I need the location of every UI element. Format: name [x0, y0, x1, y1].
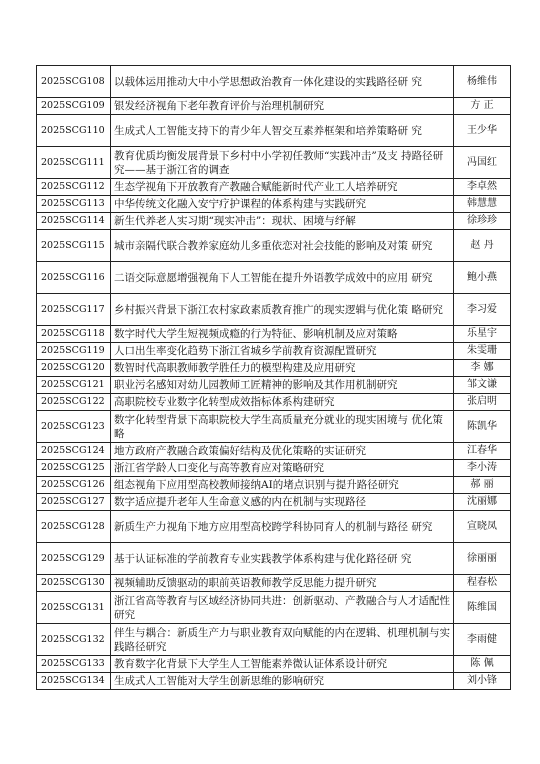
- project-leader: 陈维国: [454, 592, 511, 624]
- table-row: [37, 66, 511, 98]
- table-row: [37, 179, 511, 196]
- project-code: 2025SCG134: [37, 673, 111, 690]
- project-title: 城市亲隔代联合教养家庭幼儿多重依恋对社会技能的影响及对策 研究: [111, 230, 454, 262]
- project-code: 2025SCG129: [37, 543, 111, 575]
- table-row: [37, 477, 511, 494]
- table-row: [37, 460, 511, 477]
- project-title: 数智时代高职教师教学胜任力的模型构建及应用研究: [111, 360, 454, 377]
- project-code: 2025SCG120: [37, 360, 111, 377]
- project-title: 数字化转型背景下高职院校大学生高质量充分就业的现实困境与 优化策略: [111, 411, 454, 443]
- project-leader: 乐星宇: [454, 326, 511, 343]
- table-row: [37, 494, 511, 511]
- project-leader: 徐丽丽: [454, 543, 511, 575]
- project-code: 2025SCG112: [37, 179, 111, 196]
- table-row: [37, 377, 511, 394]
- project-title: 视频辅助反馈驱动的职前英语教师教学反思能力提升研究: [111, 575, 454, 592]
- table-row: [37, 115, 511, 147]
- project-leader: 李 娜: [454, 360, 511, 377]
- project-code: 2025SCG121: [37, 377, 111, 394]
- project-title: 生成式人工智能对大学生创新思维的影响研究: [111, 673, 454, 690]
- project-leader: 李卓然: [454, 179, 511, 196]
- project-title: 银发经济视角下老年教育评价与治理机制研究: [111, 98, 454, 115]
- table-row: [37, 147, 511, 179]
- project-title: 新质生产力视角下地方应用型高校跨学科协同育人的机制与路径 研究: [111, 511, 454, 543]
- project-leader: 鲍小燕: [454, 262, 511, 294]
- project-code: 2025SCG124: [37, 443, 111, 460]
- project-leader: 李雨健: [454, 624, 511, 656]
- project-title: 人口出生率变化趋势下浙江省城乡学前教育资源配置研究: [111, 343, 454, 360]
- table-row: [37, 592, 511, 624]
- project-title: 数字时代大学生短视频成瘾的行为特征、影响机制及应对策略: [111, 326, 454, 343]
- project-leader: 杨维伟: [454, 66, 511, 98]
- project-leader: 陈 佩: [454, 656, 511, 673]
- project-code: 2025SCG130: [37, 575, 111, 592]
- project-leader: 陈凯华: [454, 411, 511, 443]
- table-row: [37, 511, 511, 543]
- project-leader: 徐珍珍: [454, 213, 511, 230]
- project-code: 2025SCG110: [37, 115, 111, 147]
- project-leader: 刘小锋: [454, 673, 511, 690]
- project-leader: 邹文谦: [454, 377, 511, 394]
- project-leader: 韩慧慧: [454, 196, 511, 213]
- project-title: 中华传统文化融入安宁疗护课程的体系构建与实践研究: [111, 196, 454, 213]
- project-title: 伴生与耦合：新质生产力与职业教育双向赋能的内在逻辑、机理机制与实践路径研究: [111, 624, 454, 656]
- project-code: 2025SCG115: [37, 230, 111, 262]
- project-title: 二语交际意愿增强视角下人工智能在提升外语教学成效中的应用 研究: [111, 262, 454, 294]
- table-row: [37, 411, 511, 443]
- table-row: [37, 443, 511, 460]
- project-code: 2025SCG118: [37, 326, 111, 343]
- table-row: [37, 360, 511, 377]
- project-title: 基于认证标准的学前教育专业实践教学体系构建与优化路径研 究: [111, 543, 454, 575]
- project-code: 2025SCG133: [37, 656, 111, 673]
- project-leader: 李小涛: [454, 460, 511, 477]
- project-title: 数字适应提升老年人生命意义感的内在机制与实现路径: [111, 494, 454, 511]
- project-leader: 张启明: [454, 394, 511, 411]
- project-title: 生成式人工智能支持下的青少年人智交互素养框架和培养策略研 究: [111, 115, 454, 147]
- table-row: [37, 656, 511, 673]
- table-row: [37, 98, 511, 115]
- project-code: 2025SCG119: [37, 343, 111, 360]
- project-code: 2025SCG108: [37, 66, 111, 98]
- table-row: [37, 575, 511, 592]
- project-code: 2025SCG114: [37, 213, 111, 230]
- project-title: 浙江省学龄人口变化与高等教育应对策略研究: [111, 460, 454, 477]
- project-leader: 江春华: [454, 443, 511, 460]
- project-title: 乡村振兴背景下浙江农村家政素质教育推广的现实逻辑与优化策 略研究: [111, 294, 454, 326]
- project-leader: 冯国红: [454, 147, 511, 179]
- project-code: 2025SCG126: [37, 477, 111, 494]
- project-title: 新生代养老人实习期“现实冲击”：现状、困境与纾解: [111, 213, 454, 230]
- project-code: 2025SCG131: [37, 592, 111, 624]
- project-title: 教育优质均衡发展背景下乡村中小学初任教师“实践冲击”及支 持路径研究——基于浙江省的调查: [111, 147, 454, 179]
- project-leader: 朱雯珊: [454, 343, 511, 360]
- project-leader: 赵 丹: [454, 230, 511, 262]
- project-code: 2025SCG113: [37, 196, 111, 213]
- table-row: [37, 262, 511, 294]
- table-row: [37, 624, 511, 656]
- project-leader: 郝 丽: [454, 477, 511, 494]
- project-title: 生态学视角下开放教育产教融合赋能新时代产业工人培养研究: [111, 179, 454, 196]
- project-title: 职业污名感知对幼儿园教师工匠精神的影响及其作用机制研究: [111, 377, 454, 394]
- project-code: 2025SCG111: [37, 147, 111, 179]
- project-leader: 程春松: [454, 575, 511, 592]
- project-title: 组态视角下应用型高校教师接纳AI的堵点识别与提升路径研究: [111, 477, 454, 494]
- project-code: 2025SCG127: [37, 494, 111, 511]
- table-row: [37, 213, 511, 230]
- table-row: [37, 230, 511, 262]
- project-title: 浙江省高等教育与区域经济协同共进：创新驱动、产教融合与人才适配性研究: [111, 592, 454, 624]
- project-title: 高职院校专业数字化转型成效指标体系构建研究: [111, 394, 454, 411]
- project-leader: 沈丽娜: [454, 494, 511, 511]
- project-code: 2025SCG123: [37, 411, 111, 443]
- table-row: [37, 343, 511, 360]
- project-code: 2025SCG122: [37, 394, 111, 411]
- table-row: [37, 294, 511, 326]
- table-row: [37, 196, 511, 213]
- project-leader: 李习爱: [454, 294, 511, 326]
- table-row: [37, 543, 511, 575]
- project-title: 地方政府产教融合政策偏好结构及优化策略的实证研究: [111, 443, 454, 460]
- table-row: [37, 326, 511, 343]
- table-row: [37, 673, 511, 690]
- project-title: 教育数字化背景下大学生人工智能素养微认证体系设计研究: [111, 656, 454, 673]
- table-row: [37, 394, 511, 411]
- project-code: 2025SCG125: [37, 460, 111, 477]
- project-table: [36, 65, 511, 690]
- project-leader: 宣晓凤: [454, 511, 511, 543]
- project-code: 2025SCG128: [37, 511, 111, 543]
- project-code: 2025SCG109: [37, 98, 111, 115]
- project-code: 2025SCG132: [37, 624, 111, 656]
- project-leader: 王少华: [454, 115, 511, 147]
- project-title: 以载体运用推动大中小学思想政治教育一体化建设的实践路径研 究: [111, 66, 454, 98]
- project-leader: 方 正: [454, 98, 511, 115]
- project-code: 2025SCG116: [37, 262, 111, 294]
- project-code: 2025SCG117: [37, 294, 111, 326]
